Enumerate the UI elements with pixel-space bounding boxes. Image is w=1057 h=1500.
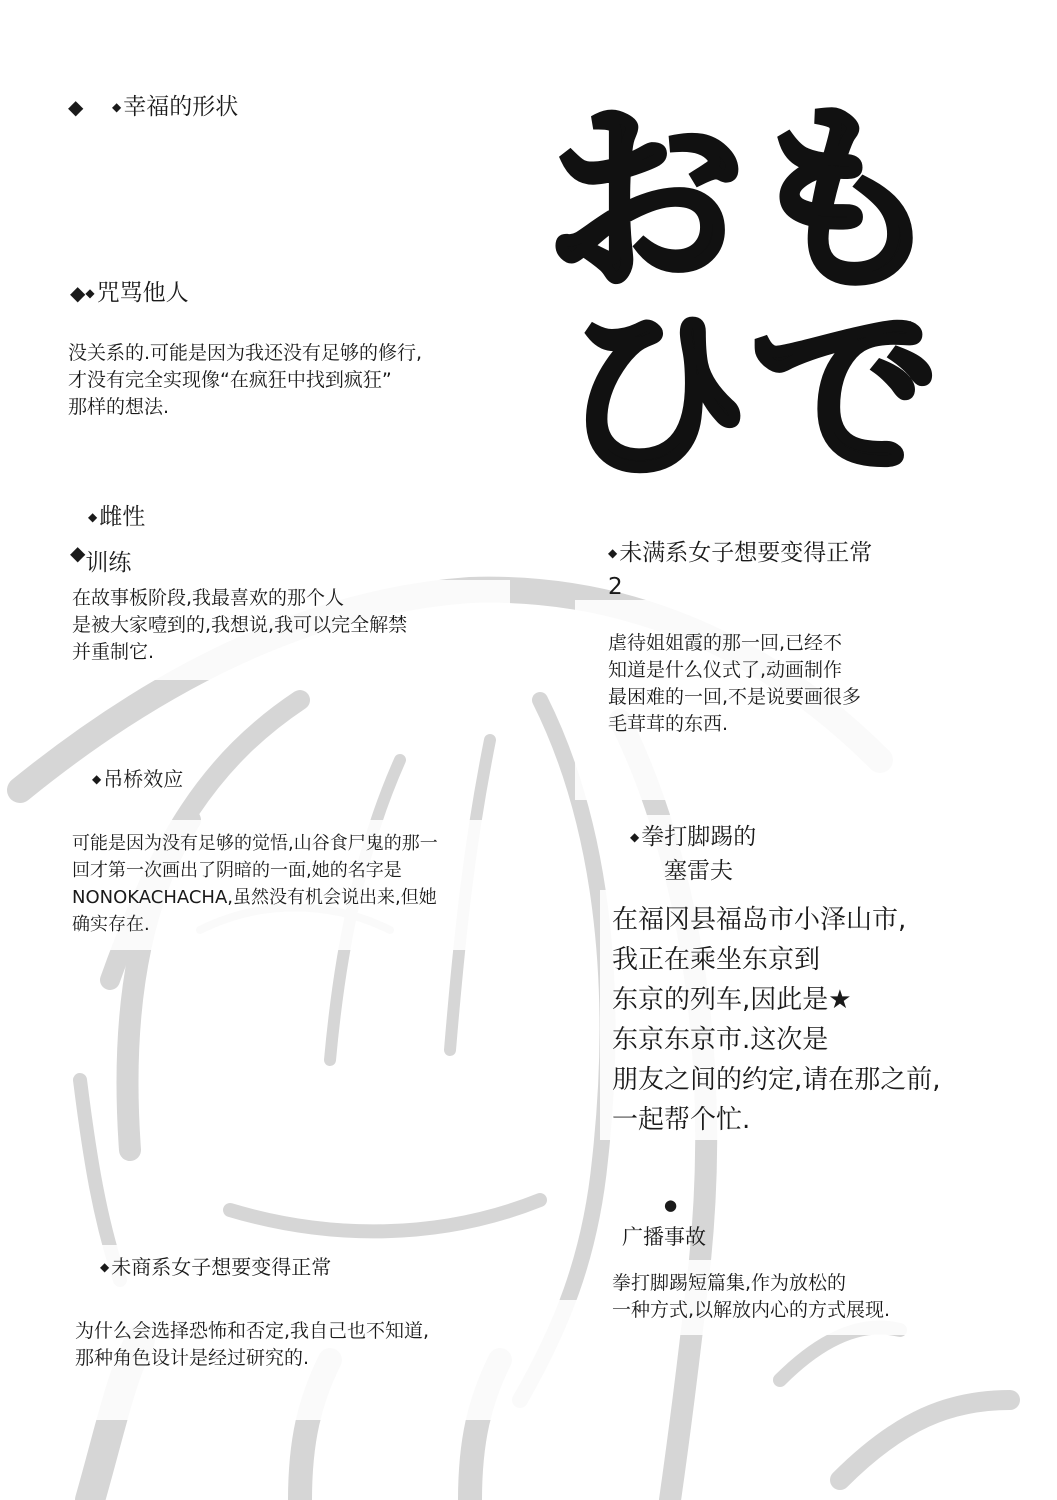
section-bridge-body: 可能是因为没有足够的觉悟,山谷食尸鬼的那一 回才第一次画出了阴暗的一面,她的名字是 NONOKACHACHA,虽然没有机会说出来,但她 确实存在. [72,833,438,935]
heading-text-line2: 塞雷夫 [664,858,733,884]
heading-text-line2: 2 [608,574,623,600]
small-diamond-icon: ◆ [88,510,98,524]
title-kana-o-mo: おも [545,90,946,318]
dot-icon: ● [664,1196,678,1214]
section-commerce-body: 为什么会选择恐怖和否定,我自己也不知道, 那种角色设计是经过研究的. [75,1320,430,1369]
section-curse-heading [70,276,189,310]
section-broadcast-body: 拳打脚踢短篇集,作为放松的 一种方式,以解放内心的方式展现. [612,1272,891,1321]
section-female-heading [70,500,145,580]
heading-text-line1: 拳打脚踢的 [641,824,757,850]
section-happiness-heading [68,90,238,124]
section-bridge-heading [92,762,183,796]
small-diamond-icon: ◆ [92,772,102,786]
heading-text-line2: 训练 [85,550,132,576]
diamond-bullet-icon: ◆ [70,541,86,565]
section-commerce-heading [100,1250,331,1284]
heading-text-line1: 雌性 [99,504,146,530]
section-fight-body: 在福冈县福岛市小泽山市, 我正在乘坐东京到 东京的列车,因此是★ 东京东京市.这次是 朋友之间的约定,请在那之前, 一起帮个忙. [612,905,941,1135]
section-immature-body: 虐待姐姐霞的那一回,已经不 知道是什么仪式了,动画制作 最困难的一回,不是说要画很多 毛茸茸的东西. [608,632,862,735]
section-female-body: 在故事板阶段,我最喜欢的那个人 是被大家噎到的,我想说,我可以完全解禁 并重制它. [72,587,408,663]
small-diamond-icon: ◆ [100,1260,110,1274]
small-diamond-icon: ◆ [85,286,95,300]
title-kana-hi-de: ひで [560,282,941,490]
diamond-bullet-icon: ◆ [68,95,84,119]
heading-text: 幸福的形状 [123,94,239,120]
heading-text: 吊桥效应 [103,767,184,791]
section-immature-heading [608,536,872,604]
section-broadcast-heading: 广播事故 [622,1225,706,1249]
title-kana-line2 [560,282,940,490]
diamond-bullet-icon: ◆ [70,281,86,305]
section-curse-body: 没关系的.可能是因为我还没有足够的修行, 才没有完全实现像“在疯狂中找到疯狂” 那样的想法. [68,342,423,418]
brush-title-kana [540,90,960,490]
heading-text: 咒骂他人 [96,280,189,306]
heading-text-line1: 未满系女子想要变得正常 [619,540,873,566]
small-diamond-icon: ◆ [630,830,640,844]
section-fight-heading [630,820,756,888]
small-diamond-icon: ◆ [608,546,618,560]
small-diamond-icon: ◆ [112,100,122,114]
heading-text: 未商系女子想要变得正常 [111,1255,332,1279]
